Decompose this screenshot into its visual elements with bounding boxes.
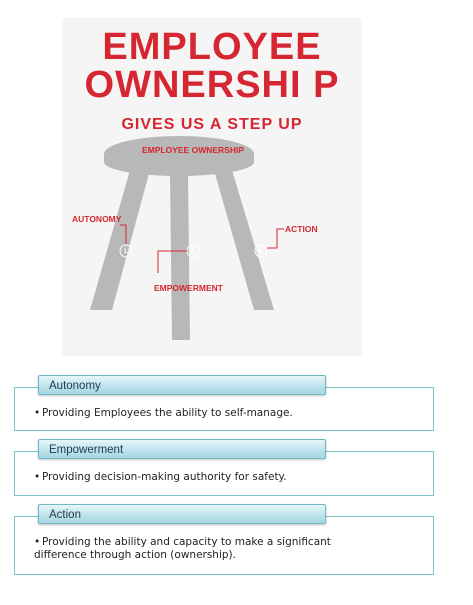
stool-leg-right [214,170,274,310]
stool-seat-label: EMPLOYEE OWNERSHIP [141,145,245,155]
poster-title-line2: OWNERSHI P [84,64,340,106]
bullet-text: Providing Employees the ability to self-manage. [42,407,293,419]
stool-leg-left [90,170,150,310]
stool-illustration [62,18,362,356]
bullet-text: Providing decision-making authority for safety. [42,471,287,483]
poster-image [62,18,362,356]
poster-subtitle: GIVES US A STEP UP [121,116,303,133]
leg-number-1: 1. [123,249,129,255]
bullet-dot: • [34,471,41,483]
section-bullet-action [34,536,364,562]
bullet-dot: • [34,536,41,548]
leg-label-empowerment: EMPOWERMENT [154,283,223,293]
section-bullet-autonomy [34,407,424,420]
section-heading-empowerment: Empowerment [38,439,326,459]
poster-title-line1: EMPLOYEE [102,26,322,68]
leg-label-action: ACTION [285,224,318,234]
bullet-dot: • [34,407,41,419]
section-heading-autonomy: Autonomy [38,375,326,395]
leg-number-3: 3. [258,249,264,255]
section-bullet-empowerment [34,471,424,484]
leg-label-autonomy: AUTONOMY [72,214,122,224]
bullet-text: Providing the ability and capacity to make a significant difference through action (ownership). [34,536,331,561]
stool-leg-middle [170,173,190,340]
leg-number-2: 2. [190,249,196,255]
section-heading-action: Action [38,504,326,524]
